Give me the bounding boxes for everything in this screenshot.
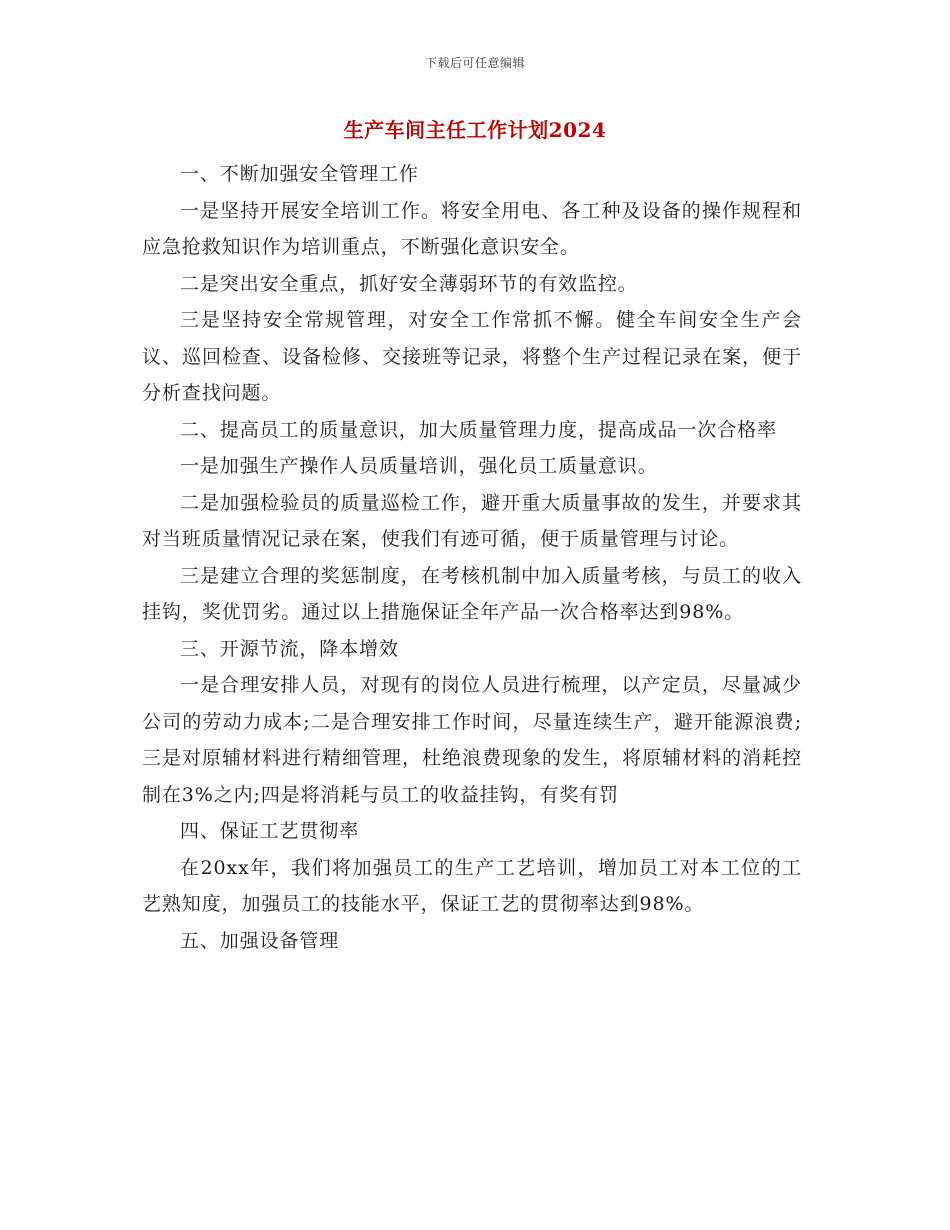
paragraph: 二是突出安全重点，抓好安全薄弱环节的有效监控。 [180, 272, 638, 295]
paragraph: 三是建立合理的奖惩制度，在考核机制中加入质量考核，与员工的收入挂钩，奖优罚劣。通过以上措施保证全年产品一次合格率达到98%。 [142, 564, 802, 623]
section-heading-safety: 一、不断加强安全管理工作 [180, 163, 419, 185]
section-heading-equipment: 五、加强设备管理 [180, 929, 340, 952]
section-heading-cost: 三、开源节流，降本增效 [180, 637, 399, 660]
document-body [142, 156, 802, 959]
document-title: 生产车间主任工作计划2024 [343, 118, 607, 142]
paragraph: 二是加强检验员的质量巡检工作，避开重大质量事故的发生，并要求其对当班质量情况记录在案，使我们有迹可循，便于质量管理与讨论。 [142, 491, 802, 550]
paragraph: 一是加强生产操作人员质量培训，强化员工质量意识。 [180, 455, 658, 477]
section-heading-quality: 二、提高员工的质量意识，加大质量管理力度，提高成品一次合格率 [180, 418, 778, 441]
paragraph: 一是坚持开展安全培训工作。将安全用电、各工种及设备的操作规程和应急抢救知识作为培训重点，不断强化意识安全。 [142, 199, 802, 258]
paragraph: 在20xx年，我们将加强员工的生产工艺培训，增加员工对本工位的工艺熟知度，加强员工的技能水平，保证工艺的贯彻率达到98%。 [142, 856, 802, 915]
section-heading-process: 四、保证工艺贯彻率 [180, 820, 360, 842]
header-note: 下载后可任意编辑 [424, 56, 525, 70]
paragraph: 三是坚持安全常规管理，对安全工作常抓不懈。健全车间安全生产会议、巡回检查、设备检修、交接班等记录，将整个生产过程记录在案，便于分析查找问题。 [142, 309, 802, 404]
paragraph: 一是合理安排人员，对现有的岗位人员进行梳理，以产定员，尽量减少公司的劳动力成本;二是合理安排工作时间，尽量连续生产，避开能源浪费;三是对原辅材料进行精细管理，杜绝浪费现象的发生，将原辅材料的消耗控制在3%之内;四是将消耗与员工的收益挂钩，有奖有罚 [142, 674, 802, 806]
